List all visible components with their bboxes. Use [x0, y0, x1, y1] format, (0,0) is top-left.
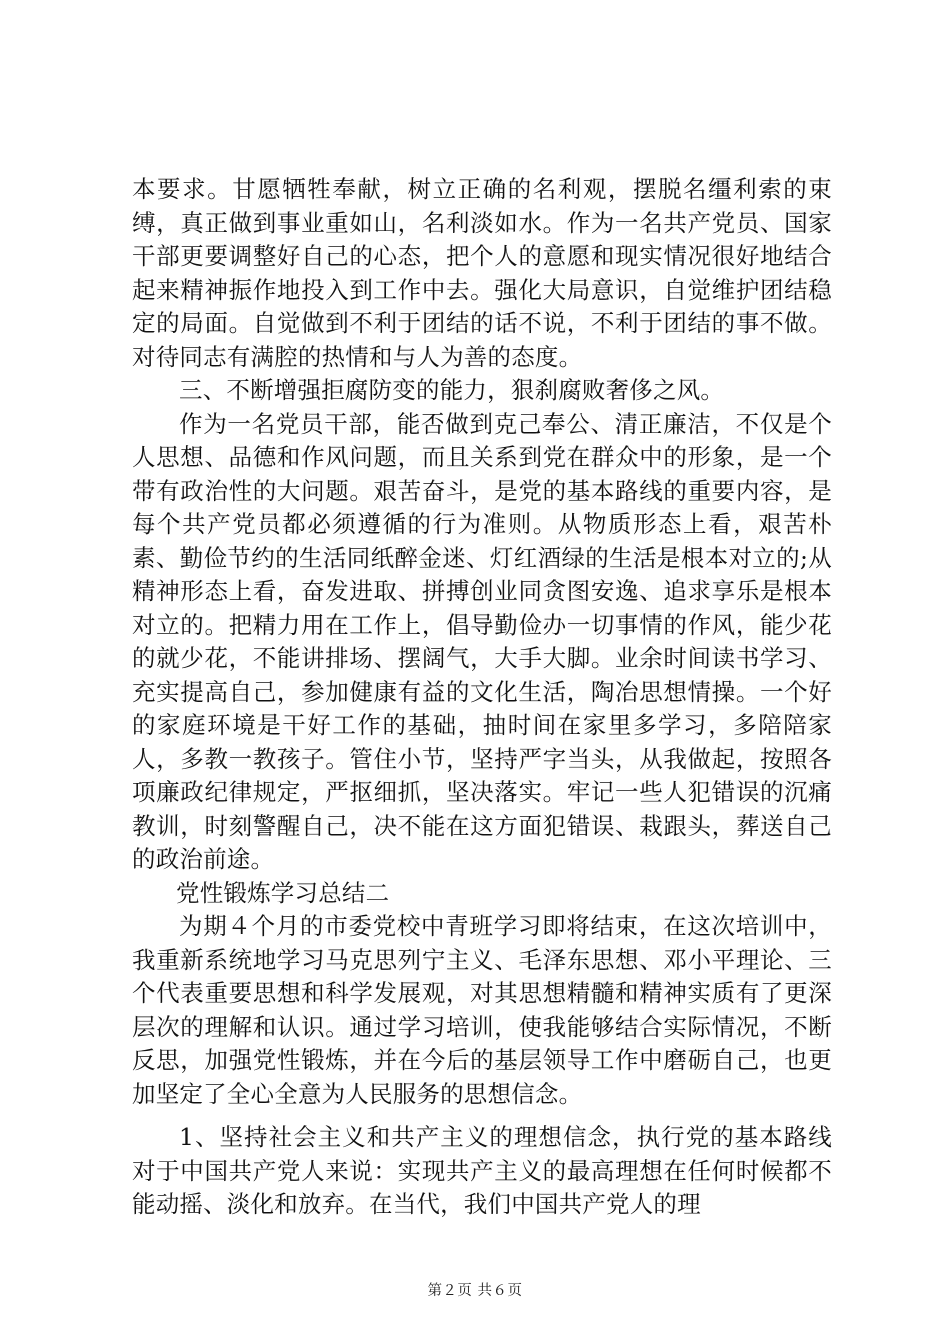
- document-body: [132, 173, 832, 1222]
- body-paragraph: 作为一名党员干部，能否做到克己奉公、清正廉洁，不仅是个人思想、品德和作风问题，而且关系到党在群众中的形象，是一个带有政治性的大问题。艰苦奋斗，是党的基本路线的重要内容，是每个共产党员都必须遵循的行为准则。从物质形态上看，艰苦朴素、勤俭节约的生活同纸醉金迷、灯红酒绿的生活是根本对立的;从精神形态上看，奋发进取、拼搏创业同贪图安逸、追求享乐是根本对立的。把精力用在工作上，倡导勤俭办一切事情的作风，能少花的就少花，不能讲排场、摆阔气，大手大脚。业余时间读书学习、充实提高自己，参加健康有益的文化生活，陶冶思想情操。一个好的家庭环境是干好工作的基础，抽时间在家里多学习，多陪陪家人，多教一教孩子。管住小节，坚持严字当头，从我做起，按照各项廉政纪律规定，严抠细抓，坚决落实。牢记一些人犯错误的沉痛教训，时刻警醒自己，决不能在这方面犯错误、栽跟头，葬送自己的政治前途。: [132, 409, 832, 873]
- body-paragraph: 为期４个月的市委党校中青班学习即将结束，在这次培训中，我重新系统地学习马克思列宁主义、毛泽东思想、邓小平理论、三个代表重要思想和科学发展观，对其思想精髓和精神实质有了更深层次的理解和认识。通过学习培训，使我能够结合实际情况，不断反思，加强党性锻炼，并在今后的基层领导工作中磨砺自己，也更加坚定了全心全意为人民服务的思想信念。: [132, 912, 832, 1108]
- body-paragraph: 本要求。甘愿牺牲奉献，树立正确的名利观，摆脱名缰利索的束缚，真正做到事业重如山，名利淡如水。作为一名共产党员、国家干部更要调整好自己的心态，把个人的意愿和现实情况很好地结合起来精神振作地投入到工作中去。强化大局意识，自觉维护团结稳定的局面。自觉做到不利于团结的话不说，不利于团结的事不做。对待同志有满腔的热情和与人为善的态度。: [132, 175, 832, 371]
- numbered-paragraph: 1、坚持社会主义和共产主义的理想信念，执行党的基本路线对于中国共产党人来说：实现共产主义的最高理想在任何时候都不能动摇、淡化和放弃。在当代，我们中国共产党人的理: [132, 1123, 832, 1218]
- document-subtitle: 党性锻炼学习总结二: [176, 878, 390, 907]
- section-heading: 三、不断增强拒腐防变的能力，狠刹腐败奢侈之风。: [179, 376, 725, 404]
- page-number-footer: 第２页 共６页: [427, 1283, 523, 1299]
